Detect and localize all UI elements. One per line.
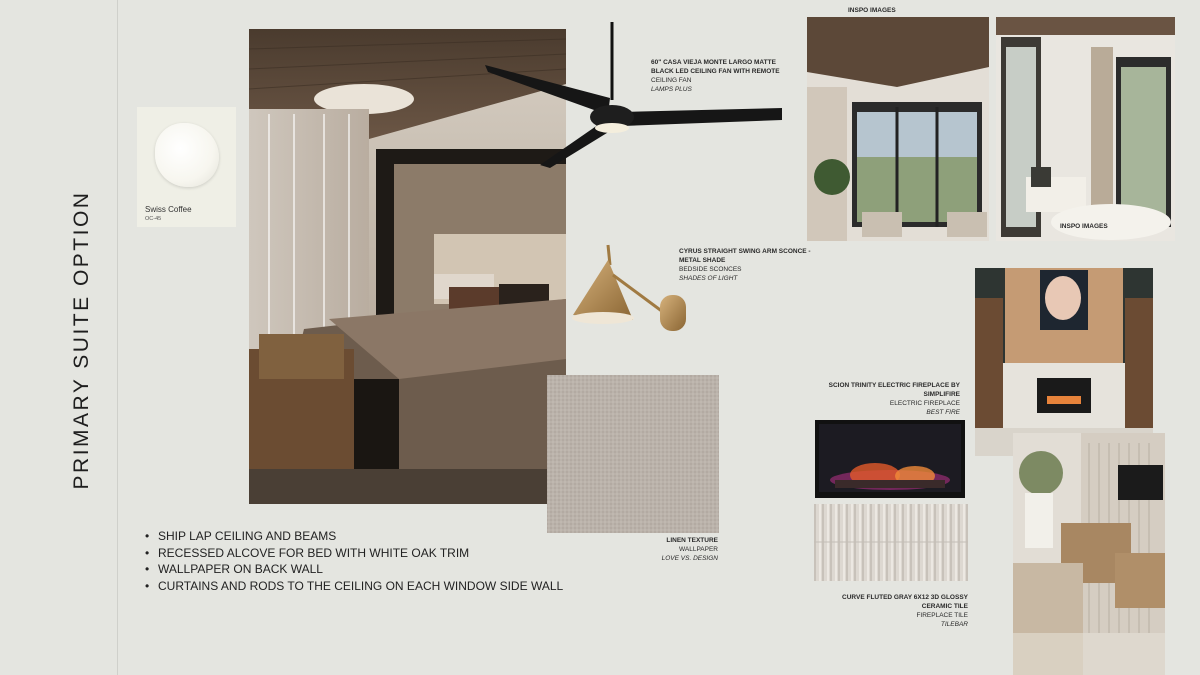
sconce-title: CYRUS STRAIGHT SWING ARM SCONCE - METAL SHADE — [679, 248, 811, 264]
fireplace-inspo-image-2 — [1013, 433, 1165, 675]
fireplace-title: SCION TRINITY ELECTRIC FIREPLACE BY SIMPLIFIRE — [828, 382, 960, 398]
paint-blob — [155, 123, 219, 187]
fireplace-inspo-image-1 — [975, 268, 1153, 456]
design-note: • RECESSED ALCOVE FOR BED WITH WHITE OAK TRIM — [145, 545, 563, 562]
design-note: • SHIP LAP CEILING AND BEAMS — [145, 528, 563, 545]
sidebar — [0, 0, 118, 675]
wallpaper-category: WALLPAPER — [678, 546, 718, 553]
fireplace-source: BEST FIRE — [926, 409, 960, 416]
sconce-source: SHADES OF LIGHT — [679, 275, 738, 282]
tile-sample — [814, 504, 968, 581]
ceiling-fan-source: LAMPS PLUS — [651, 86, 692, 93]
fireplace-label — [810, 381, 960, 417]
inspo-label-top — [848, 6, 896, 15]
ceiling-fan-title: 60" CASA VIEJA MONTE LARGO MATTE BLACK LED CEILING FAN WITH REMOTE — [651, 59, 780, 75]
tile-label — [818, 593, 968, 629]
paint-code: OC-45 — [145, 216, 162, 222]
design-notes-list — [145, 528, 563, 594]
fireplace-image — [815, 420, 965, 498]
wallpaper-label — [600, 536, 718, 563]
sconce-category: BEDSIDE SCONCES — [679, 266, 742, 273]
design-note: • CURTAINS AND RODS TO THE CEILING ON EACH WINDOW SIDE WALL — [145, 578, 563, 595]
design-note: • WALLPAPER ON BACK WALL — [145, 561, 563, 578]
ceiling-fan-category: CEILING FAN — [651, 77, 692, 84]
inspo-label-right-text: INSPO IMAGES — [1060, 223, 1108, 230]
ceiling-fan-image — [480, 20, 785, 170]
inspo-label-right — [1060, 222, 1108, 231]
wallpaper-sample — [547, 375, 719, 533]
wallpaper-title: LINEN TEXTURE — [666, 537, 718, 544]
paint-swatch — [137, 107, 236, 227]
wallpaper-source: LOVE VS. DESIGN — [661, 555, 718, 562]
sconce-label — [679, 247, 829, 283]
tile-title: CURVE FLUTED GRAY 6X12 3D GLOSSY CERAMIC TILE — [842, 594, 968, 610]
paint-name: Swiss Coffee — [145, 205, 192, 214]
inspo-image-1 — [807, 17, 989, 241]
inspo-label-top-text: INSPO IMAGES — [848, 7, 896, 14]
fireplace-category: ELECTRIC FIREPLACE — [889, 400, 960, 407]
ceiling-fan-label — [651, 58, 791, 94]
tile-source: TILEBAR — [940, 621, 968, 628]
tile-category: FIREPLACE TILE — [916, 612, 968, 619]
inspo-image-2 — [996, 17, 1175, 241]
board-title: PRIMARY SUITE OPTION — [70, 190, 93, 490]
